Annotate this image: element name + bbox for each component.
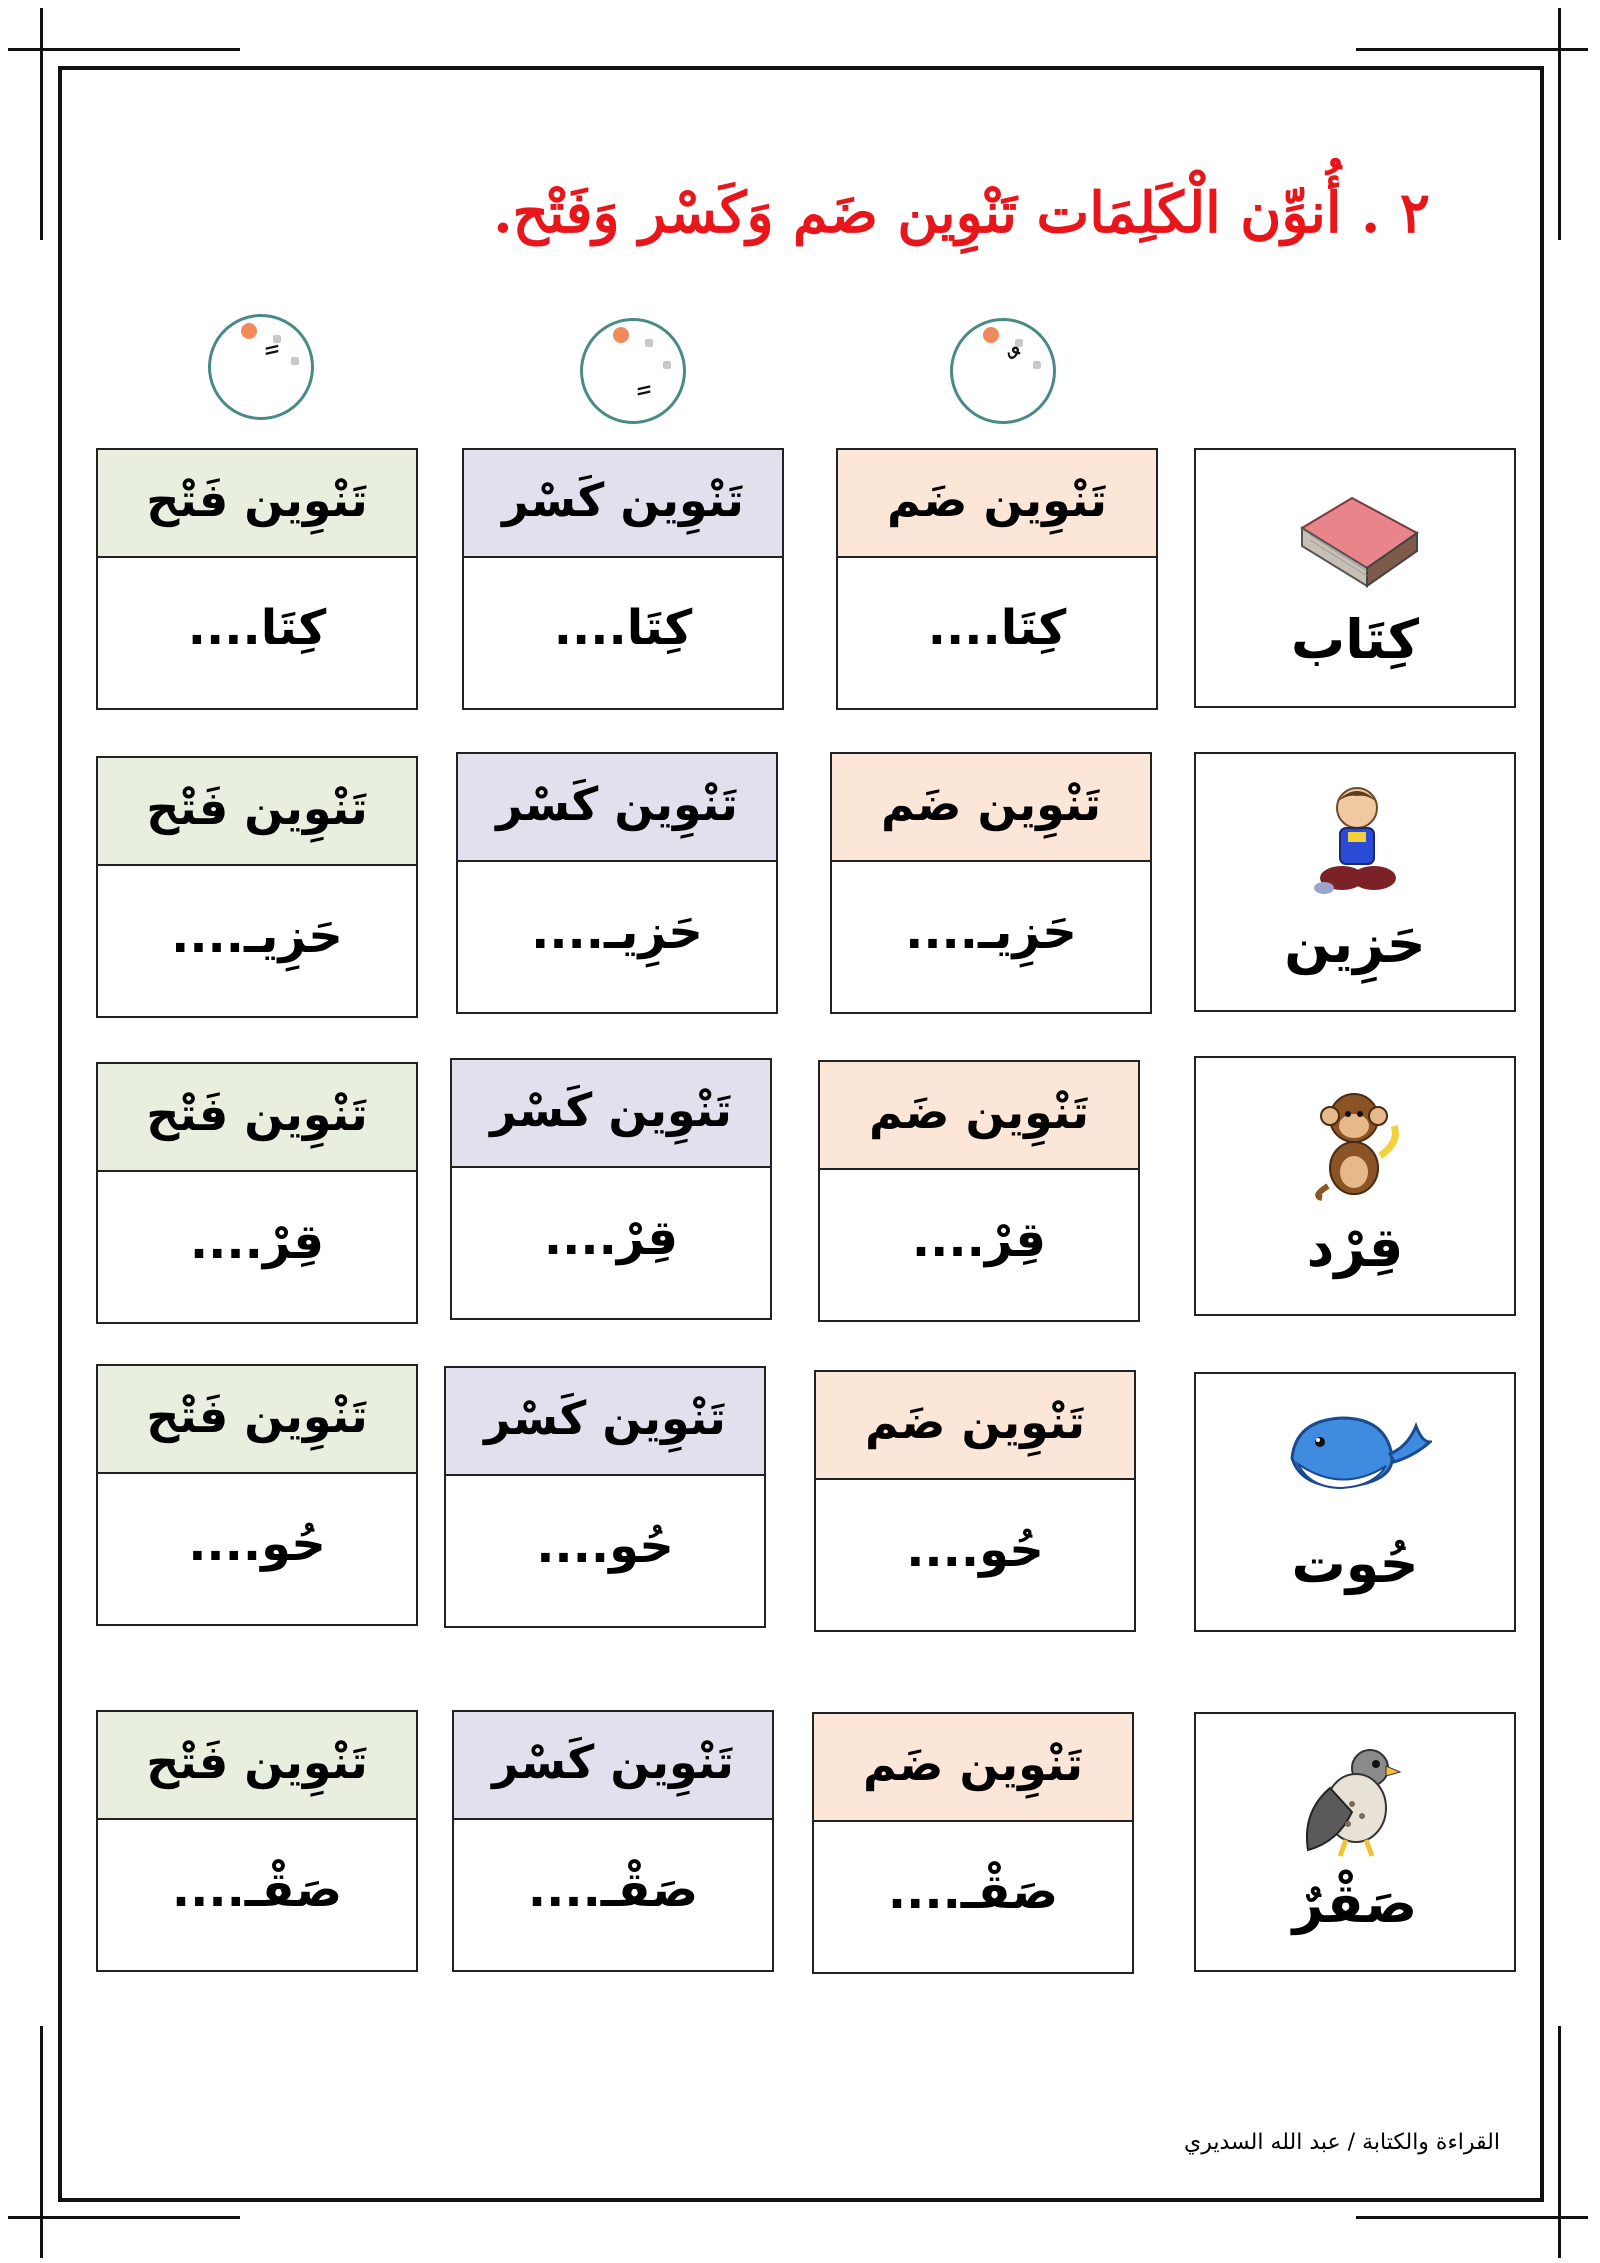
tanween-fath-card (96, 448, 418, 710)
tanween-damm-label: تَنْوِين ضَم (814, 1714, 1132, 1822)
frame-corner-line (40, 2026, 43, 2258)
tanween-fath-label: تَنْوِين فَتْح (98, 450, 416, 558)
tanween-fath-card (96, 1710, 418, 1972)
orange-dot (241, 323, 257, 339)
word-label: حَزِين (1284, 912, 1426, 975)
orange-dot (613, 327, 629, 343)
book-icon (1282, 478, 1432, 598)
tanween-damm-card (836, 448, 1158, 710)
tanween-symbol (953, 345, 1053, 396)
word-card (1194, 1372, 1516, 1632)
tanween-kasr-symbol (580, 318, 686, 424)
answer-field[interactable]: كِتَا.... (553, 600, 693, 656)
tanween-fath-symbol (208, 314, 314, 420)
answer-field[interactable]: كِتَا.... (927, 600, 1067, 656)
tanween-fath-label: تَنْوِين فَتْح (98, 1712, 416, 1820)
tanween-damm-label: تَنْوِين ضَم (838, 450, 1156, 558)
tanween-damm-label: تَنْوِين ضَم (820, 1062, 1138, 1170)
sad-boy-icon (1282, 782, 1432, 902)
tanween-kasr-card (456, 752, 778, 1014)
answer-field[interactable]: حُو.... (188, 1516, 326, 1572)
orange-dot (983, 327, 999, 343)
tanween-kasr-label: تَنْوِين كَسْر (454, 1712, 772, 1820)
tanween-fath-card (96, 756, 418, 1018)
frame-right-line (1540, 66, 1544, 2202)
tanween-damm-card (812, 1712, 1134, 1974)
answer-field[interactable]: قِرْ.... (189, 1214, 325, 1270)
word-card (1194, 448, 1516, 708)
tanween-damm-label: تَنْوِين ضَم (832, 754, 1150, 862)
answer-field[interactable]: حُو.... (906, 1522, 1044, 1578)
exercise-title: ٢ . أُنوِّن الْكَلِمَات تَنْوِين ضَم وَكَسْر وَفَتْح. (493, 180, 1430, 246)
answer-field[interactable]: صَقْـ.... (527, 1862, 699, 1918)
tanween-damm-card (830, 752, 1152, 1014)
tanween-damm-card (818, 1060, 1140, 1322)
frame-corner-line (1356, 48, 1588, 51)
tanween-fath-card (96, 1062, 418, 1324)
frame-bottom-line (58, 2198, 1544, 2202)
tanween-kasr-card (462, 448, 784, 710)
answer-field[interactable]: حُو.... (536, 1518, 674, 1574)
answer-field[interactable]: صَقْـ.... (171, 1862, 343, 1918)
tanween-fath-card (96, 1364, 418, 1626)
tanween-symbol (211, 341, 311, 392)
tanween-kasr-card (444, 1366, 766, 1628)
frame-left-line (58, 66, 62, 2202)
word-card (1194, 752, 1516, 1012)
frame-corner-line (1558, 2026, 1561, 2258)
tanween-fath-label: تَنْوِين فَتْح (98, 1366, 416, 1474)
tanween-kasr-card (450, 1058, 772, 1320)
frame-corner-line (1356, 2216, 1588, 2219)
word-label: قِرْد (1306, 1216, 1404, 1279)
tanween-fath-label: تَنْوِين فَتْح (98, 758, 416, 866)
tanween-kasr-card (452, 1710, 774, 1972)
answer-field[interactable]: صَقْـ.... (887, 1864, 1059, 1920)
footer-credit: القراءة والكتابة / عبد الله السديري (1184, 2130, 1500, 2155)
tanween-kasr-label: تَنْوِين كَسْر (452, 1060, 770, 1168)
falcon-icon (1282, 1742, 1432, 1862)
answer-field[interactable]: قِرْ.... (911, 1212, 1047, 1268)
frame-top-line (58, 66, 1544, 70)
tanween-kasr-label: تَنْوِين كَسْر (446, 1368, 764, 1476)
tanween-damm-symbol (950, 318, 1056, 424)
answer-field[interactable]: حَزِيـ.... (905, 904, 1077, 960)
answer-field[interactable]: حَزِيـ.... (171, 908, 343, 964)
monkey-icon (1282, 1086, 1432, 1206)
tanween-kasr-label: تَنْوِين كَسْر (464, 450, 782, 558)
tanween-symbol (583, 345, 683, 396)
tanween-kasr-label: تَنْوِين كَسْر (458, 754, 776, 862)
word-label: كِتَاب (1291, 608, 1419, 671)
word-card (1194, 1056, 1516, 1316)
frame-corner-line (40, 8, 43, 240)
word-label: صَقْرٌ (1292, 1872, 1418, 1935)
tanween-damm-card (814, 1370, 1136, 1632)
whale-icon (1282, 1402, 1432, 1522)
word-card (1194, 1712, 1516, 1972)
answer-field[interactable]: قِرْ.... (543, 1210, 679, 1266)
tanween-damm-label: تَنْوِين ضَم (816, 1372, 1134, 1480)
answer-field[interactable]: حَزِيـ.... (531, 904, 703, 960)
tanween-fath-label: تَنْوِين فَتْح (98, 1064, 416, 1172)
frame-corner-line (1558, 8, 1561, 240)
answer-field[interactable]: كِتَا.... (187, 600, 327, 656)
word-label: حُوت (1291, 1532, 1419, 1595)
